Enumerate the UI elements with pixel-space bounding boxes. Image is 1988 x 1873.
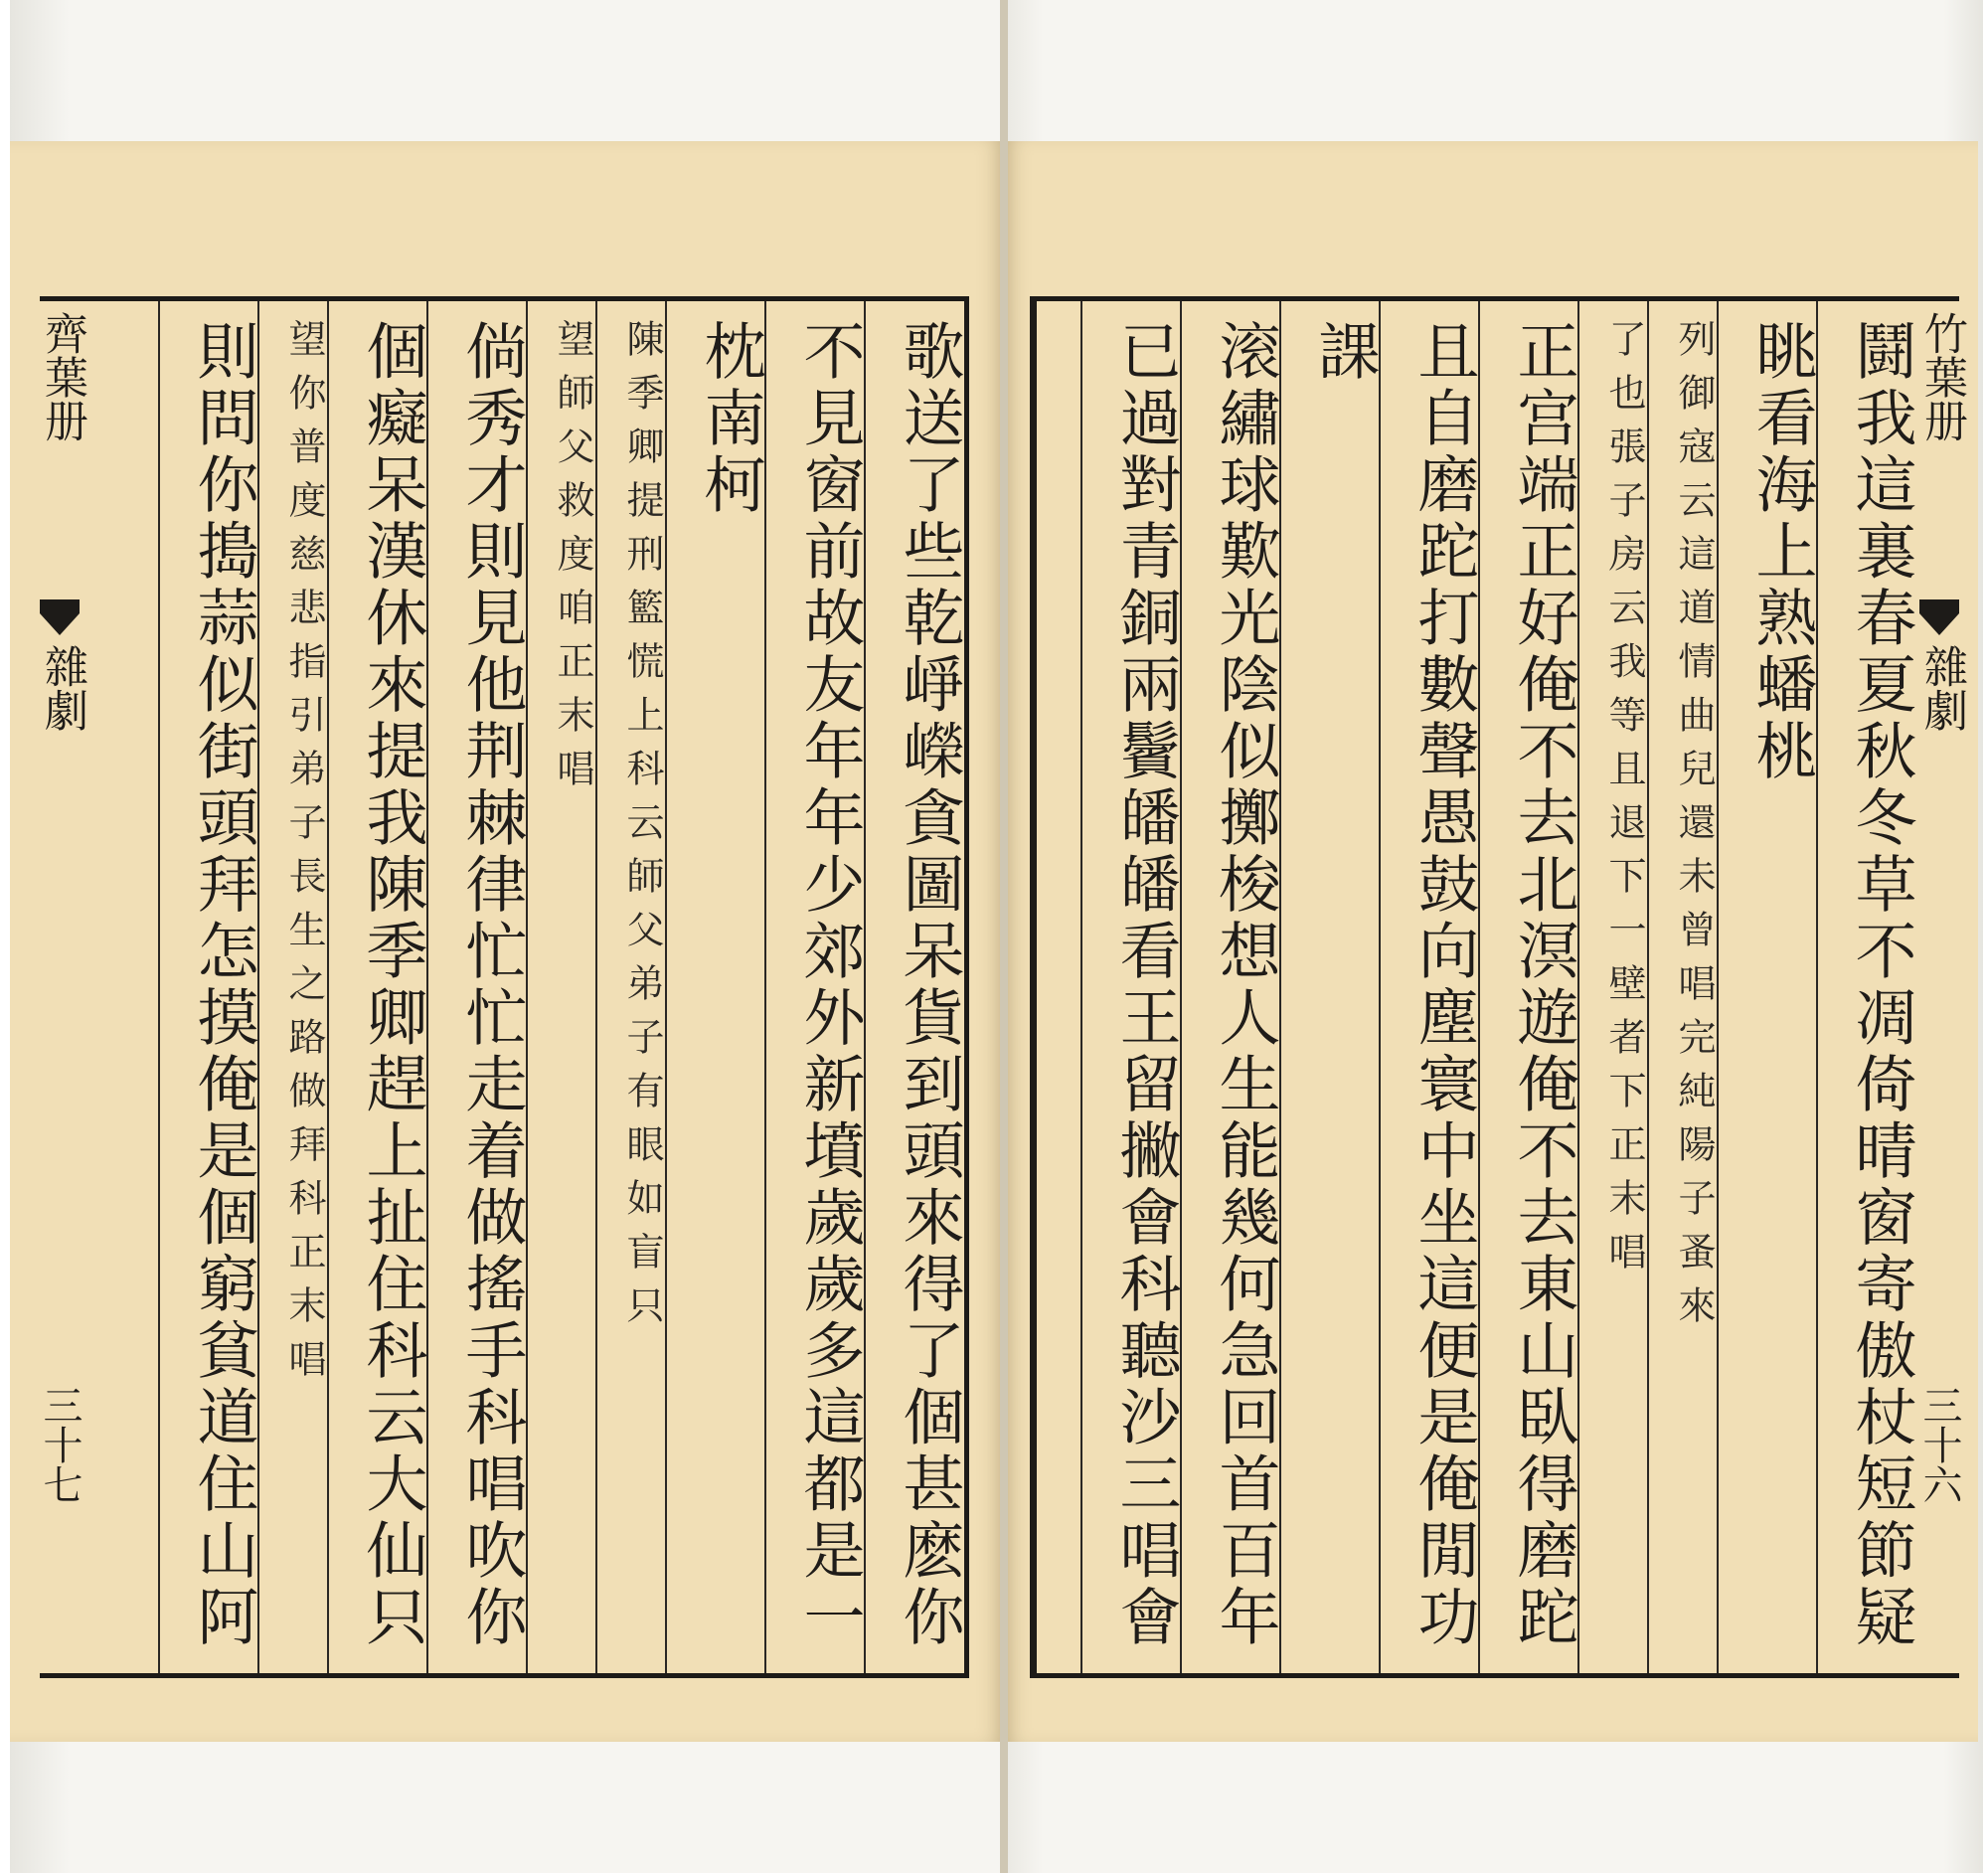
- fold-section: 雜劇: [1916, 644, 1967, 732]
- text-column: 望你普度慈悲指引弟子長生之路做拜科正末唱: [257, 301, 323, 1673]
- text-column: 則問你搗蒜似街頭拜怎摸俺是個窮貧道住山阿: [158, 301, 253, 1673]
- fold-page-number: 三十七: [37, 1385, 83, 1504]
- text-column: 不見窗前故友年年少郊外新墳歲歲多這都是一: [764, 301, 860, 1673]
- text-column: 歌送了些乾崢嶸貪圖呆貨到頭來得了個甚麽你: [864, 301, 959, 1673]
- fold-page-number: 三十六: [1916, 1385, 1962, 1504]
- text-column: 望師父救度咱正末唱: [526, 301, 591, 1673]
- text-column: 課: [1279, 301, 1375, 1673]
- fold-title: 齊葉册: [37, 311, 87, 442]
- text-column: 個癡呆漢休來提我陳季卿趕上扯住科云大仙只: [327, 301, 422, 1673]
- right-fold-heart: [1916, 301, 1967, 1673]
- left-fold-heart: [37, 301, 87, 1673]
- text-column: 且自磨跎打數聲愚鼓向塵寰中坐這便是俺閒功: [1379, 301, 1474, 1673]
- text-column: 了也張子房云我等且退下一壁者下正末唱: [1577, 301, 1643, 1673]
- fish-tail-mark: [40, 599, 80, 635]
- fold-section: 雜劇: [37, 644, 87, 732]
- text-column: 倘秀才則見他荆棘律忙忙走着做搖手科唱吹你: [426, 301, 522, 1673]
- book-gutter: [1000, 0, 1008, 1873]
- text-column: 陳季卿提刑籃慌上科云師父弟子有眼如盲只: [595, 301, 661, 1673]
- text-column: 眺看海上熟蟠桃: [1717, 301, 1812, 1673]
- fold-title: 竹葉册: [1916, 311, 1967, 442]
- text-column: 列御寇云這道情曲兒還未曾唱完純陽子蚤來: [1647, 301, 1713, 1673]
- text-column: 正宫端正好俺不去北溟遊俺不去東山臥得磨跎: [1478, 301, 1574, 1673]
- fish-tail-mark: [1919, 599, 1959, 635]
- text-column: 已過對青銅兩鬢皤皤看王留撇會科聽沙三唱會: [1080, 301, 1176, 1673]
- text-column: 鬪我這裏春夏秋冬草不凋倚晴窗寄傲杖短節疑: [1816, 301, 1911, 1673]
- left-page-frame: [37, 296, 969, 1678]
- right-page-frame: [1030, 296, 1967, 1678]
- text-column: 滚繡球歎光陰似擲梭想人生能幾何急回首百年: [1180, 301, 1275, 1673]
- text-column: 枕南柯: [665, 301, 760, 1673]
